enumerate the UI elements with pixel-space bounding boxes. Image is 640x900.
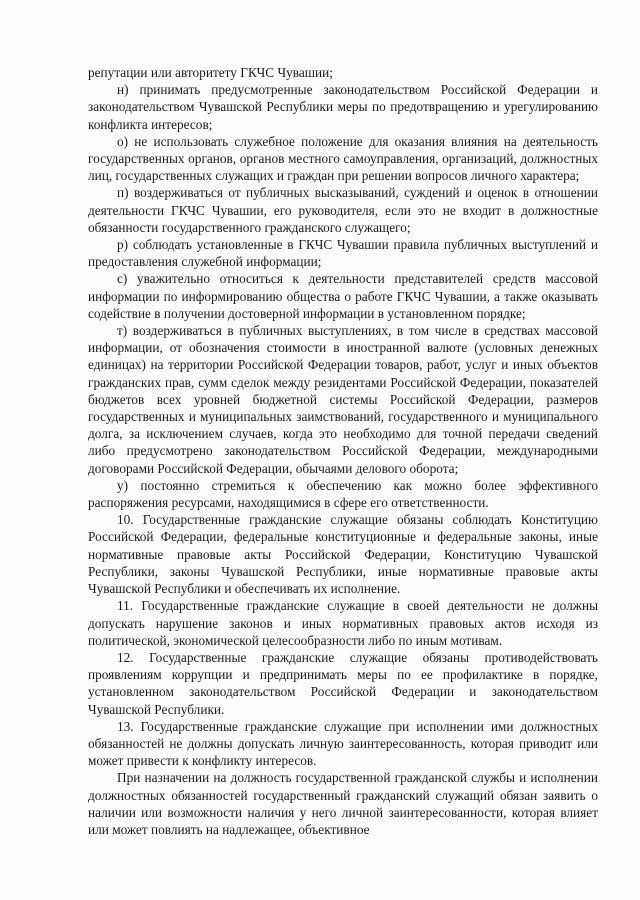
paragraph-item-u: у) постоянно стремиться к обеспечению как можно более эффективного распоряжения ресурсами, находящимися в сфере его ответственности. xyxy=(88,477,598,511)
paragraph-item-n: н) принимать предусмотренные законодательством Российской Федерации и законодательством Чувашской Республики меры по предотвращению и урегулированию конфликта интересов; xyxy=(88,82,598,132)
paragraph-11: 11. Государственные гражданские служащие в своей деятельности не должны допускать нарушение законов и иных нормативных правовых актов исходя из политической, экономической целесообразности либо по иным мотивам. xyxy=(88,598,598,648)
document-body xyxy=(88,64,598,838)
paragraph-item-o: о) не использовать служебное положение для оказания влияния на деятельность государственных органов, органов местного самоуправления, организаций, должностных лиц, государственных служащих и граждан при решении вопросов личного характера; xyxy=(88,133,598,184)
paragraph-13: 13. Государственные гражданские служащие при исполнении ими должностных обязанностей не должны допускать личную заинтересованность, которая приводит или может привести к конфликту интересов. xyxy=(88,718,598,769)
paragraph-item-p: п) воздерживаться от публичных высказываний, суждений и оценок в отношении деятельности ГКЧС Чувашии, его руководителя, если это не входит в должностные обязанности государственного гражданского служащего; xyxy=(88,185,598,235)
paragraph-10: 10. Государственные гражданские служащие обязаны соблюдать Конституцию Российской Федерации, федеральные конституционные и федеральные законы, иные нормативные правовые акты Российской Федерации, Конституцию Чувашской Республики, законы Чувашской Республики, иные нормативные правовые акты Чувашской Республики и обеспечивать их исполнение. xyxy=(88,512,598,597)
paragraph-12: 12. Государственные гражданские служащие обязаны противодействовать проявлениям коррупции и предпринимать меры по ее профилактике в порядке, установленном законодательством Российской Федерации и законодательством Чувашской Республики. xyxy=(88,649,598,717)
paragraph-appointment: При назначении на должность государственной гражданской службы и исполнении должностных обязанностей государственный гражданский служащий обязан заявить о наличии или возможности наличия у него личной заинтересованности, которая влияет или может повлиять на надлежащее, объективное xyxy=(88,770,598,837)
paragraph-item-s: с) уважительно относиться к деятельности представителей средств массовой информации по информированию общества о работе ГКЧС Чувашии, а также оказывать содействие в получении достоверной информации в установленном порядке; xyxy=(88,271,598,321)
paragraph-item-t: т) воздерживаться в публичных выступлениях, в том числе в средствах массовой информации, от обозначения стоимости в иностранной валюте (условных денежных единицах) на территории Российской Федерации товаров, работ, услуг и иных объектов гражданских прав, сумм сделок между резидентами Российской Федерации, показателей бюджетов всех уровней бюджетной системы Российской Федерации, размеров государственных и муниципальных заимствований, государственного и муниципального долга, за исключением случаев, когда это необходимо для точной передачи сведений либо предусмотрено законодательством Российской Федерации, международными договорами Российской Федерации, обычаями делового оборота; xyxy=(88,323,598,476)
paragraph-item-r: р) соблюдать установленные в ГКЧС Чувашии правила публичных выступлений и предоставления служебной информации; xyxy=(88,237,598,270)
paragraph-continuation: репутации или авторитету ГКЧС Чувашии; xyxy=(88,65,333,80)
